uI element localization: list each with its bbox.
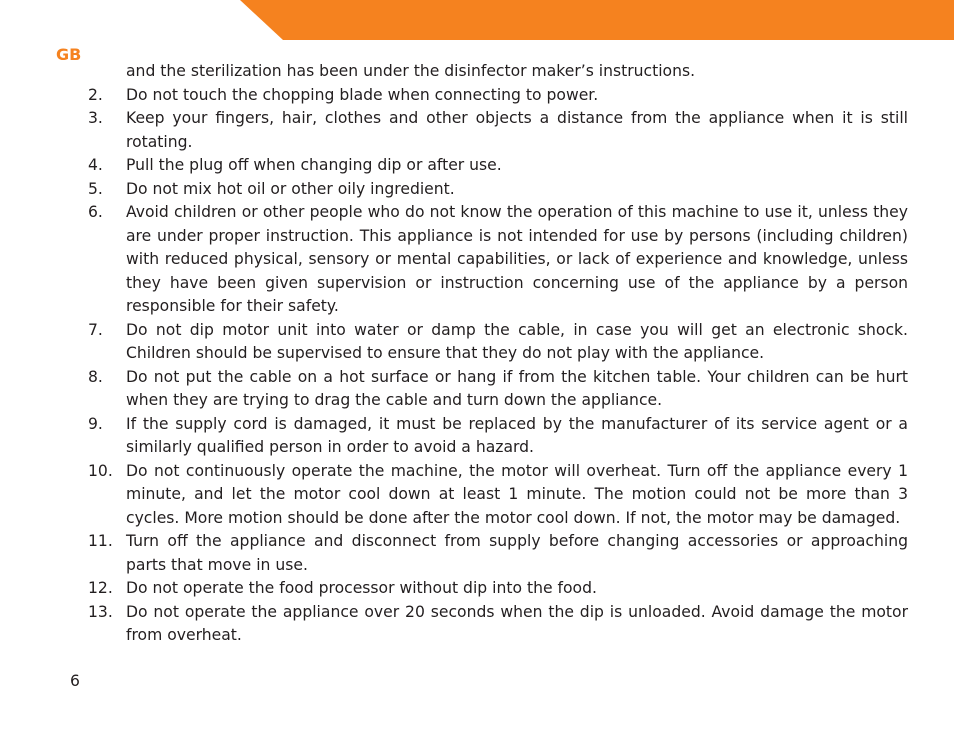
language-label: GB [56,45,82,64]
list-item [88,84,908,108]
item-number: 12. [88,579,113,597]
item-number: 8. [88,367,103,386]
item-text: If the supply cord is damaged, it must be replaced by the manufacturer of its service agent or a similarly qualified person in order to avoid a hazard. [126,414,908,456]
list-item [88,530,908,577]
item-number: 5. [88,179,103,198]
item-number: 9. [88,414,103,433]
list-item [88,601,908,648]
item-text: Do not put the cable on a hot surface or hang if from the kitchen table. Your children can be hurt when they are trying to drag the cable and turn down the appliance. [126,367,908,409]
item-number: 6. [88,203,103,221]
list-item [88,178,908,202]
item-number: 4. [88,156,103,174]
item-number: 11. [88,532,113,550]
item-text: Do not touch the chopping blade when connecting to power. [126,85,599,104]
item-text: Do not dip motor unit into water or damp the cable, in case you will get an electronic shock. Children should be supervised to ensure that they do not play with the appliance. [126,320,908,362]
item-text: Avoid children or other people who do not know the operation of this machine to use it, unless they are under proper instruction. This appliance is not intended for use by persons (including children) with reduced physical, sensory or mental capabilities, or lack of experience and knowledge, unless they have been given supervision or instruction concerning use of the appliance by a person responsible for their safety. [126,203,908,315]
banner-shape [0,0,954,40]
item-text: Keep your fingers, hair, clothes and other objects a distance from the appliance when it is still rotating. [126,109,908,151]
list-item [88,413,908,460]
item-text: Turn off the appliance and disconnect from supply before changing accessories or approaching parts that move in use. [126,532,908,574]
item-number: 2. [88,85,103,104]
item-number: 7. [88,320,103,339]
list-item [88,154,908,178]
item-text: Do not continuously operate the machine, the motor will overheat. Turn off the appliance every 1 minute, and let the motor cool down at least 1 minute. The motion could not be more than 3 cycles. More motion should be done after the motor cool down. If not, the motor may be damaged. [126,461,908,527]
continuation-text: and the sterilization has been under the disinfector maker’s instructions. [126,62,696,80]
item-number: 10. [88,461,113,480]
item-text: Do not mix hot oil or other oily ingredient. [126,179,455,198]
page-number: 6 [70,672,80,690]
list-item [88,577,908,601]
list-item [88,460,908,531]
list-item [88,319,908,366]
item-text: Pull the plug off when changing dip or after use. [126,156,502,174]
item-text: Do not operate the food processor without dip into the food. [126,579,597,597]
list-item [88,366,908,413]
list-item [88,201,908,319]
item-number: 3. [88,109,103,127]
instructions-list [88,60,908,648]
item-number: 13. [88,602,113,621]
list-item [88,107,908,154]
top-orange-banner [0,0,954,40]
item-text: Do not operate the appliance over 20 seconds when the dip is unloaded. Avoid damage the motor from overheat. [126,602,908,644]
